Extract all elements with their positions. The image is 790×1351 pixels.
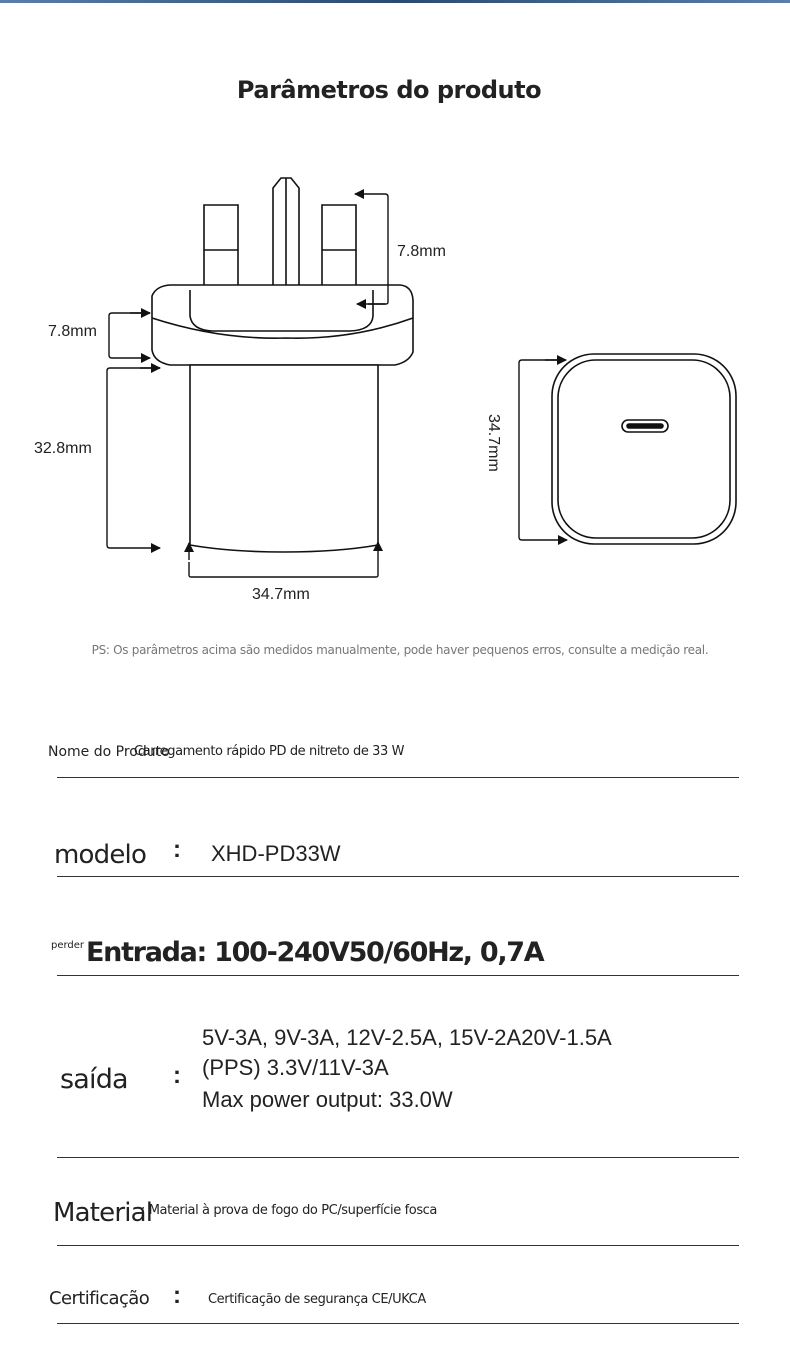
output-colon: : — [173, 1062, 181, 1089]
dim-prong-width: 7.8mm — [397, 243, 446, 260]
certification-label: Certificação — [49, 1288, 150, 1309]
model-value: XHD-PD33W — [211, 841, 341, 866]
material-label: Material — [53, 1198, 153, 1228]
certification-colon: : — [173, 1282, 181, 1309]
divider — [57, 1245, 739, 1246]
divider — [57, 1323, 739, 1324]
divider — [57, 777, 739, 778]
measurement-note: PS: Os parâmetros acima são medidos manualmente, pode haver pequenos erros, consulte a medição real. — [91, 643, 709, 657]
page-title: Parâmetros do produto — [236, 76, 542, 104]
input-value: Entrada: 100-240V50/60Hz, 0,7A — [86, 937, 544, 968]
top-strip — [0, 0, 790, 3]
divider — [57, 975, 739, 976]
model-label: modelo — [54, 840, 147, 870]
input-prefix: perder — [51, 940, 85, 951]
charger-diagram — [0, 150, 790, 610]
plug-head — [152, 285, 413, 365]
output-label: saída — [60, 1064, 128, 1095]
dim-plug-top: 7.8mm — [48, 323, 97, 340]
dim-body-height: 32.8mm — [34, 440, 92, 457]
output-line-1: 5V-3A, 9V-3A, 12V-2.5A, 15V-2A20V-1.5A — [202, 1025, 612, 1050]
divider — [57, 1157, 739, 1158]
product-name-label: Nome do Produto — [48, 744, 170, 760]
certification-value: Certificação de segurança CE/UKCA — [208, 1292, 426, 1307]
charger-body — [190, 365, 378, 552]
divider — [57, 876, 739, 877]
material-value: : Material à prova de fogo do PC/superfície fosca — [141, 1203, 437, 1218]
dim-body-width: 34.7mm — [252, 586, 310, 603]
model-colon: : — [173, 836, 181, 863]
output-line-2: (PPS) 3.3V/11V-3A — [202, 1055, 389, 1080]
side-view-inner — [558, 360, 730, 538]
output-line-3: Max power output: 33.0W — [202, 1087, 453, 1112]
dim-side-height: 34.7mm — [485, 414, 502, 472]
product-name-value: Carregamento rápido PD de nitreto de 33 W — [134, 744, 405, 759]
